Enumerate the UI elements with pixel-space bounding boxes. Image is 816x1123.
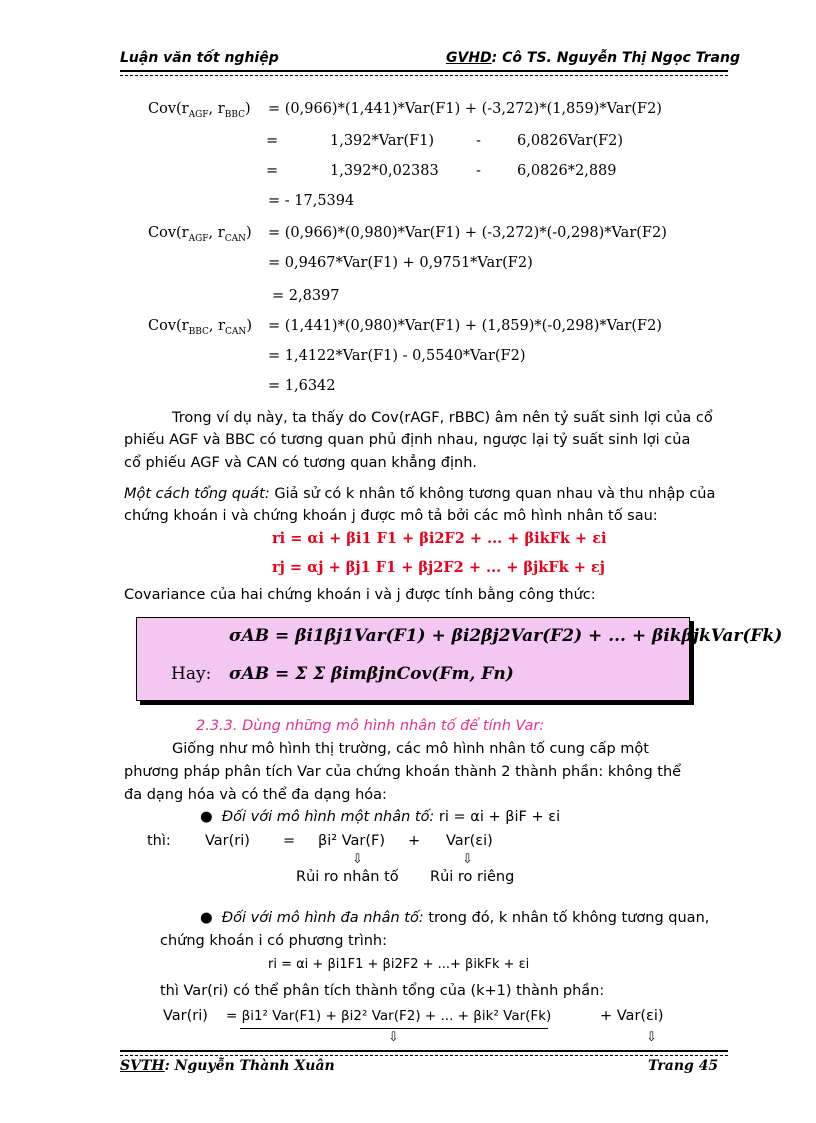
para1-line2: phiếu AGF và BBC có tương quan phủ định nhau, ngược lại tỷ suất sinh lợi của <box>124 432 691 448</box>
eq-line-6: = 0,9467*Var(F1) + 0,9751*Var(F2) <box>268 255 533 271</box>
bullet1-eqsign: = <box>283 833 296 849</box>
bullet1-plus: + <box>408 833 421 849</box>
box-eq1: σAB = βi1βj1Var(F1) + βi2βj2Var(F2) + ... + βikβjkVar(Fk) <box>229 626 783 646</box>
eq-line-7: = 2,8397 <box>272 288 340 304</box>
eq-line-3c: - <box>476 163 481 179</box>
bullet1-thi: thì: <box>147 833 171 849</box>
para2-line2: chứng khoán i và chứng khoán j được mô tả bởi các mô hình nhân tố sau: <box>124 508 658 524</box>
covariance-intro: Covariance của hai chứng khoán i và j được tính bằng công thức: <box>124 587 596 603</box>
header-right-label: GVHD <box>446 50 492 66</box>
formula-box <box>136 617 783 701</box>
bullet2-var-lhs: Var(ri) <box>163 1008 208 1024</box>
down-arrow-icon: ⇩ <box>646 1030 657 1045</box>
bullet1-label2: Rủi ro riêng <box>430 869 515 885</box>
para1-line3: cổ phiếu AGF và CAN có tương quan khẳng định. <box>124 455 477 471</box>
down-arrow-icon: ⇩ <box>462 852 473 867</box>
cov-agf-can-label: $Cov(r_{AGF}$, $r_{CAN}$) <box>148 225 252 244</box>
bullet1-eq: ri = αi + βiF + εi <box>434 809 561 825</box>
header-rule <box>120 70 728 76</box>
bullet1-term2: Var(εi) <box>446 833 493 849</box>
cov-agf-bbc-label: $Cov(r_{AGF}$, $r_{BBC}$) <box>148 101 251 120</box>
bullet2-line1: trong đó, k nhân tố không tương quan, <box>423 910 710 926</box>
bullet1-lead: Đối với mô hình một nhân tố: <box>221 809 435 825</box>
footer-rule <box>120 1050 728 1056</box>
header-right <box>446 50 740 66</box>
bullet2-eq: ri = αi + βi1F1 + βi2F2 + ...+ βikFk + εi <box>268 957 530 972</box>
eq-line-2c: - <box>476 133 481 149</box>
bullet2-lead: Đối với mô hình đa nhân tố: <box>221 910 424 926</box>
section-line1: Giống như mô hình thị trường, các mô hình nhân tố cung cấp một <box>172 741 649 757</box>
footer-left-text: : Nguyễn Thành Xuân <box>164 1058 335 1074</box>
bullet2-line2: chứng khoán i có phương trình: <box>160 933 387 949</box>
bullet1-label1: Rủi ro nhân tố <box>296 869 399 885</box>
brace-underline <box>240 1028 548 1029</box>
header-left: Luận văn tốt nghiệp <box>120 50 279 66</box>
eq-line-4: = - 17,5394 <box>268 193 355 209</box>
eq-line-1: = (0,966)*(1,441)*Var(F1) + (-3,272)*(1,859)*Var(F2) <box>268 101 662 117</box>
para2-lead: Một cách tổng quát: <box>124 486 270 502</box>
section-line3: đa dạng hóa và có thể đa dạng hóa: <box>124 787 387 803</box>
section-line2: phương pháp phân tích Var của chứng khoán thành 2 thành phần: không thể <box>124 764 682 780</box>
down-arrow-icon: ⇩ <box>352 852 363 867</box>
bullet2 <box>200 910 709 926</box>
para2-line1 <box>124 486 715 502</box>
bullet-dot-icon: ● <box>200 910 222 926</box>
eq-line-2b: 1,392*Var(F1) <box>330 133 435 149</box>
eq-line-9: = 1,4122*Var(F1) - 0,5540*Var(F2) <box>268 348 526 364</box>
bullet1 <box>200 809 560 825</box>
footer-left <box>120 1058 335 1074</box>
section-title: 2.3.3. Dùng những mô hình nhân tố để tính Var: <box>196 718 545 734</box>
para1-line1: Trong ví dụ này, ta thấy do Cov(rAGF, rBBC) âm nên tỷ suất sinh lợi của cổ <box>172 410 713 426</box>
eq-line-3b: 1,392*0,02383 <box>330 163 439 179</box>
footer-left-label: SVTH <box>120 1058 165 1074</box>
eq-line-2a: = <box>266 133 279 149</box>
box-hay: Hay: <box>171 664 212 684</box>
bullet2-var-tail: + Var(εi) <box>600 1008 664 1024</box>
eq-line-3d: 6,0826*2,889 <box>517 163 617 179</box>
down-arrow-icon: ⇩ <box>388 1030 399 1045</box>
para2-line1-text: Giả sử có k nhân tố không tương quan nhau và thu nhập của <box>269 486 716 502</box>
header-right-text: : Cô TS. Nguyễn Thị Ngọc Trang <box>491 50 740 66</box>
bullet2-var-rhs: = βi1² Var(F1) + βi2² Var(F2) + ... + βik² Var(Fk) <box>226 1008 552 1024</box>
eq-line-10: = 1,6342 <box>268 378 336 394</box>
bullet-dot-icon: ● <box>200 809 222 825</box>
cov-bbc-can-label: $Cov(r_{BBC}$, $r_{CAN}$) <box>148 318 252 337</box>
eq-line-2d: 6,0826Var(F2) <box>517 133 624 149</box>
box-eq2: σAB = Σ Σ βimβjnCov(Fm, Fn) <box>229 664 514 684</box>
eq-line-8: = (1,441)*(0,980)*Var(F1) + (1,859)*(-0,298)*Var(F2) <box>268 318 662 334</box>
page-number: Trang 45 <box>648 1058 719 1074</box>
red-equation-rj: rj = αj + βj1 F1 + βj2F2 + ... + βjkFk + εj <box>272 559 605 576</box>
red-equation-ri: ri = αi + βi1 F1 + βi2F2 + ... + βikFk + εi <box>272 530 607 547</box>
bullet1-term1: βi² Var(F) <box>318 833 385 849</box>
eq-line-5: = (0,966)*(0,980)*Var(F1) + (-3,272)*(-0,298)*Var(F2) <box>268 225 667 241</box>
bullet1-var: Var(ri) <box>205 833 250 849</box>
bullet2-line3: thì Var(ri) có thể phân tích thành tổng của (k+1) thành phần: <box>160 983 605 999</box>
eq-line-3a: = <box>266 163 279 179</box>
